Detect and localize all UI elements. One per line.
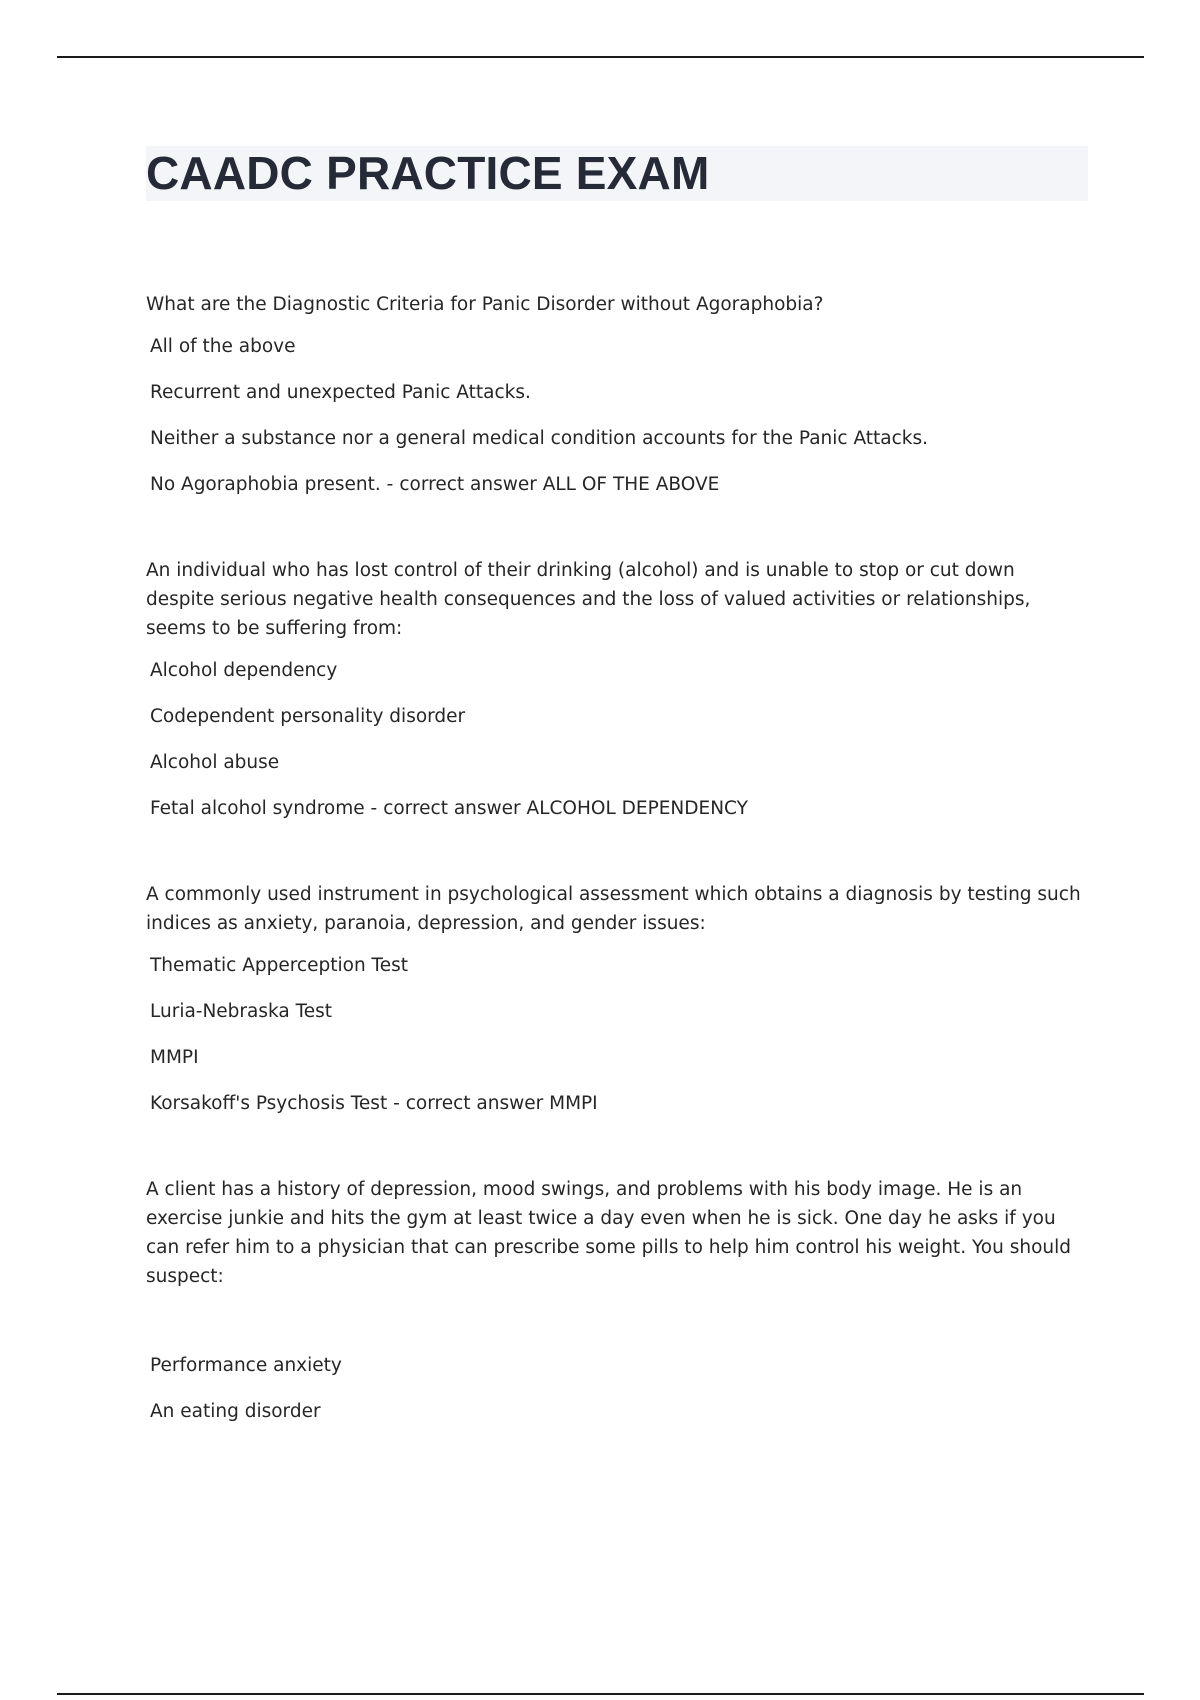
option-with-answer — [146, 1089, 1086, 1119]
option: MMPI — [150, 1047, 199, 1068]
option: Thematic Apperception Test — [150, 955, 408, 976]
option-with-answer — [146, 470, 1086, 500]
option-text: No Agoraphobia present. - — [150, 474, 394, 495]
correct-answer: correct answer MMPI — [405, 1093, 598, 1114]
question-text: A client has a history of depression, mood swings, and problems with his body image. He is an exercise junkie and hits the gym at least twice a day even when he is sick. One day he asks if you can refer him to a physician that can prescribe some pills to help him control his weight. You should suspect: — [146, 1179, 1072, 1287]
question-text: What are the Diagnostic Criteria for Panic Disorder without Agoraphobia? — [146, 294, 824, 315]
option: Alcohol dependency — [150, 660, 338, 681]
question-2 — [146, 556, 1086, 824]
question-3 — [146, 880, 1086, 1119]
correct-answer: correct answer ALL OF THE ABOVE — [399, 474, 720, 495]
option-with-answer — [146, 794, 1086, 824]
question-1 — [146, 290, 1086, 500]
option-text: Fetal alcohol syndrome - — [150, 798, 378, 819]
question-4 — [146, 1175, 1086, 1427]
option: Alcohol abuse — [150, 752, 280, 773]
option: Recurrent and unexpected Panic Attacks. — [150, 382, 531, 403]
question-text: An individual who has lost control of their drinking (alcohol) and is unable to stop or cut down despite serious negative health consequences and the loss of valued activities or relationships, seems to be suffering from: — [146, 560, 1031, 639]
option: An eating disorder — [150, 1401, 321, 1422]
option-text: Korsakoff's Psychosis Test - — [150, 1093, 400, 1114]
top-rule — [57, 56, 1144, 58]
question-text: A commonly used instrument in psychological assessment which obtains a diagnosis by testing such indices as anxiety, paranoia, depression, and gender issues: — [146, 884, 1081, 934]
page-title: CAADC PRACTICE EXAM — [146, 147, 710, 199]
option: Neither a substance nor a general medical condition accounts for the Panic Attacks. — [150, 428, 929, 449]
correct-answer: correct answer ALCOHOL DEPENDENCY — [383, 798, 748, 819]
bottom-rule — [57, 1693, 1144, 1695]
option: Luria-Nebraska Test — [150, 1001, 333, 1022]
option: Performance anxiety — [150, 1355, 342, 1376]
option: Codependent personality disorder — [150, 706, 466, 727]
question-list — [146, 290, 1086, 1427]
option: All of the above — [150, 336, 296, 357]
